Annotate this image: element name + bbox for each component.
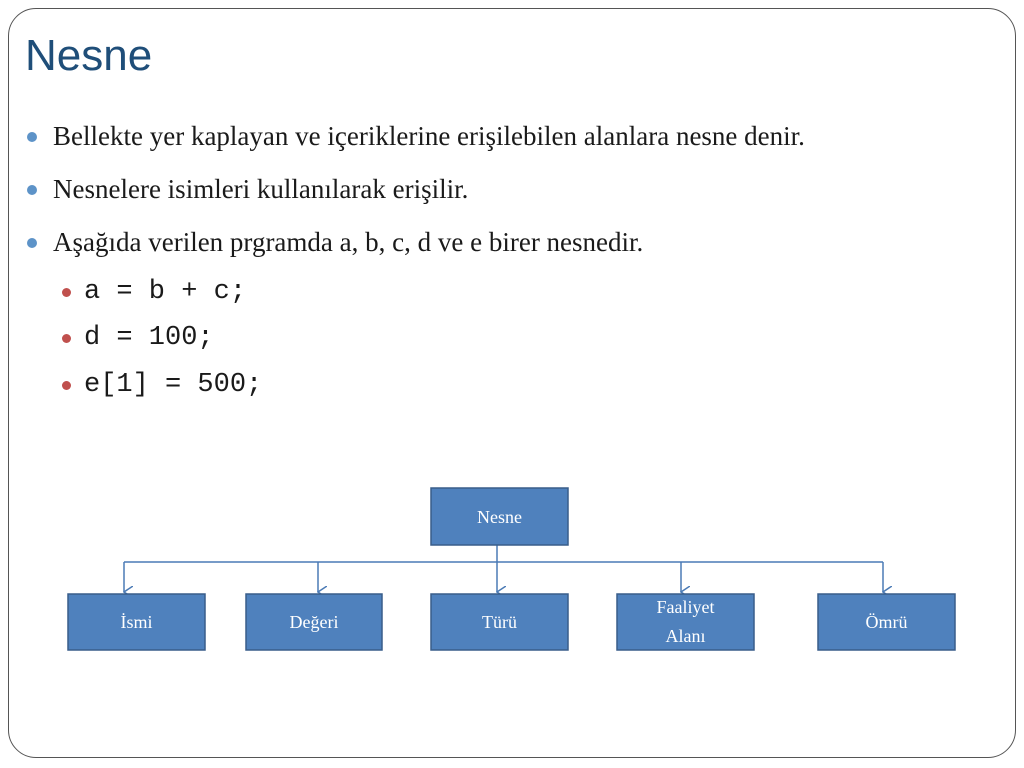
child-node-label: Faaliyet: [656, 597, 715, 617]
bullet-text: Aşağıda verilen prgramda a, b, c, d ve e birer nesnedir.: [53, 227, 644, 257]
connector-lines: [124, 545, 883, 592]
child-node-label: İsmi: [120, 612, 153, 632]
child-node-label: Ömrü: [865, 612, 908, 632]
bullet-text: Bellekte yer kaplayan ve içeriklerine erişilebilen alanlara nesne denir.: [53, 121, 805, 151]
child-node-label: Değeri: [289, 612, 339, 632]
diagram-child-node: [818, 594, 955, 650]
child-node-label: Alanı: [665, 626, 706, 646]
root-node-label: Nesne: [477, 507, 522, 527]
child-node-label: Türü: [482, 612, 517, 632]
bullet-text: Nesnelere isimleri kullanılarak erişilir.: [53, 174, 469, 204]
diagram-child-node: [431, 594, 568, 650]
code-line-text: e[1] = 500;: [84, 370, 263, 400]
diagram-child-node: [68, 594, 205, 650]
diagram-root-node: [431, 488, 568, 545]
slide-title: Nesne: [25, 31, 153, 80]
code-line-text: d = 100;: [84, 323, 214, 353]
diagram-child-node: [617, 594, 754, 650]
code-line-text: a = b + c;: [84, 277, 247, 307]
diagram-child-node: [246, 594, 382, 650]
